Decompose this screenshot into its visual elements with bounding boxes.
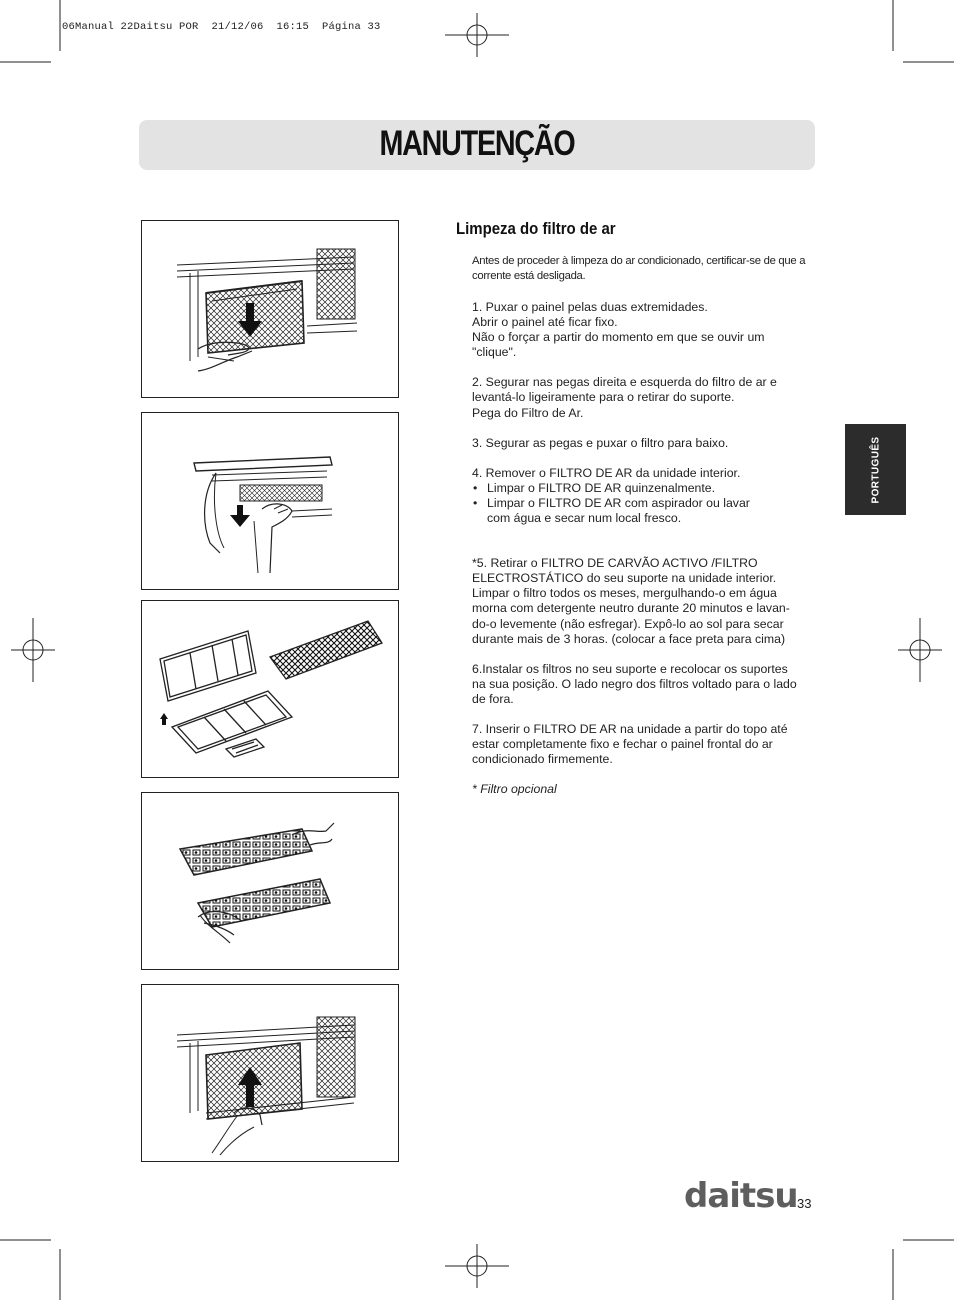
figure-step-1 — [141, 220, 399, 398]
illustration-insert-filter — [142, 985, 398, 1161]
daitsu-logo — [684, 1176, 798, 1216]
step-4-bullet-continuation: com água e secar num local fresco. — [487, 511, 682, 526]
page-title: MANUTENÇÃO — [379, 124, 575, 163]
step-4-bullet — [472, 496, 817, 511]
illustration-filter-frames — [142, 601, 398, 777]
print-slug: 06Manual 22Daitsu POR 21/12/06 16:15 Página 33 — [62, 21, 381, 33]
step-4-bullet — [472, 481, 817, 496]
step-5-line: do-o levemente (não esfregar). Expô-lo ao sol para secar — [472, 616, 784, 631]
step-6-line: de fora. — [472, 691, 514, 706]
figure-step-2 — [141, 412, 399, 590]
step-5-line: ELECTROSTÁTICO do seu suporte na unidade interior. — [472, 571, 777, 586]
optional-filter-note: * Filtro opcional — [472, 782, 557, 797]
step-1-line: Não o forçar a partir do momento em que se ouvir um — [472, 330, 765, 345]
step-2-line: Pega do Filtro de Ar. — [472, 405, 584, 420]
illustration-filter-handles — [142, 413, 398, 589]
steps-text — [472, 300, 817, 797]
step-7-line: estar completamente fixo e fechar o painel frontal do ar — [472, 737, 773, 752]
bullet-symbol: • — [473, 495, 478, 510]
step-1-line: "clique". — [472, 345, 517, 360]
figure-step-7 — [141, 984, 399, 1162]
step-5-line: Limpar o filtro todos os meses, mergulhando-o em água — [472, 586, 777, 601]
page-number: 33 — [797, 1196, 812, 1211]
logo-text: daitsu — [684, 1176, 798, 1216]
bullet-text: Limpar o FILTRO DE AR com aspirador ou lavar — [487, 495, 750, 510]
section-heading: Limpeza do filtro de ar — [456, 219, 616, 238]
step-5-line: *5. Retirar o FILTRO DE CARVÃO ACTIVO /FILTRO — [472, 556, 758, 571]
step-7-line: condicionado firmemente. — [472, 752, 613, 767]
step-3-text: 3. Segurar as pegas e puxar o filtro para baixo. — [472, 435, 729, 450]
figure-step-3 — [141, 600, 399, 778]
illustration-cleaning-filters — [142, 793, 398, 969]
step-2-line: 2. Segurar nas pegas direita e esquerda do filtro de ar e — [472, 375, 777, 390]
step-4-text: 4. Remover o FILTRO DE AR da unidade interior. — [472, 465, 741, 480]
figure-step-4 — [141, 792, 399, 970]
step-7-line: 7. Inserir o FILTRO DE AR na unidade a partir do topo até — [472, 721, 788, 736]
step-5-line: morna com detergente neutro durante 20 minutos e lavan- — [472, 601, 790, 616]
step-6-line: 6.Instalar os filtros no seu suporte e recolocar os suportes — [472, 661, 788, 676]
illustration-open-panel — [142, 221, 398, 397]
language-tab-label: PORTUGUÊS — [870, 436, 881, 503]
step-1-line: Abrir o painel até ficar fixo. — [472, 315, 618, 330]
step-1-line: 1. Puxar o painel pelas duas extremidades. — [472, 300, 708, 314]
step-2-line: levantá-lo ligeiramente para o retirar do suporte. — [472, 390, 735, 405]
step-6-line: na sua posição. O lado negro dos filtros voltado para o lado — [472, 676, 797, 691]
bullet-symbol: • — [473, 480, 478, 495]
intro-text: Antes de proceder à limpeza do ar condicionado, certificar-se de que a corrente está desligada. — [472, 255, 806, 282]
bullet-text: Limpar o FILTRO DE AR quinzenalmente. — [487, 480, 716, 495]
step-5-line: durante mais de 3 horas. (colocar a face preta para cima) — [472, 631, 786, 646]
title-bar — [139, 120, 815, 170]
language-tab — [845, 424, 906, 515]
